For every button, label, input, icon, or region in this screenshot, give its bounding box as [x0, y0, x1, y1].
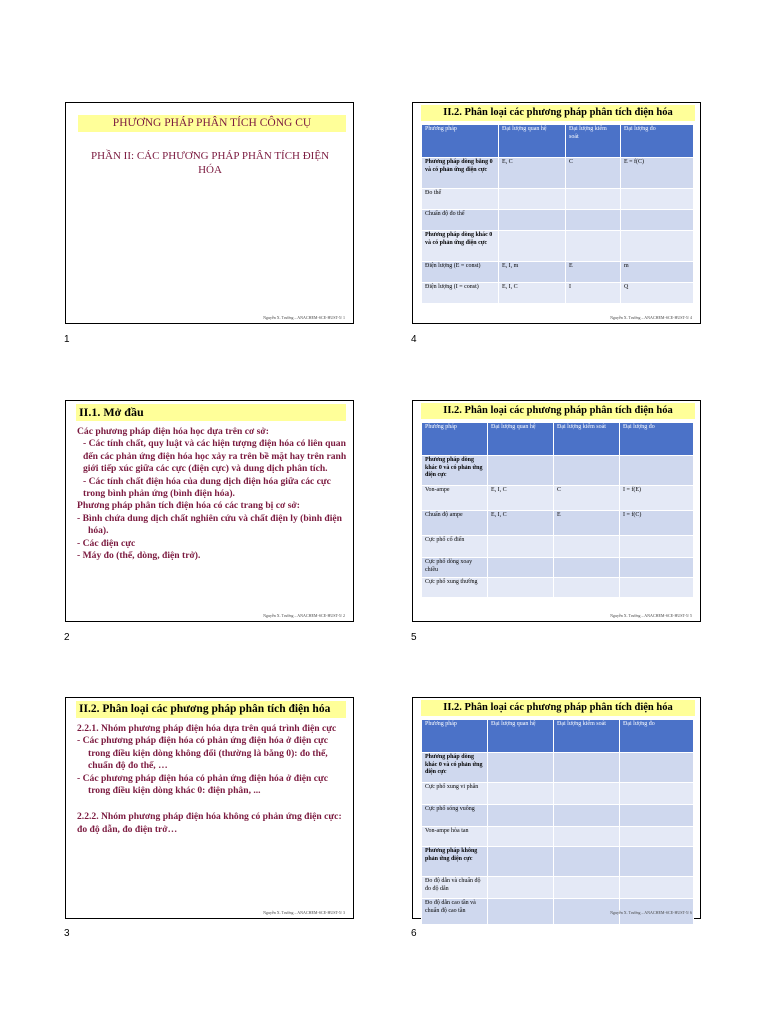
table-row	[422, 558, 694, 578]
table-cell	[620, 783, 694, 805]
table-cell: E	[566, 262, 621, 283]
slide-number: 1	[64, 334, 70, 345]
table-row	[422, 578, 694, 598]
slide-footer: Nguyễn X. Trường – ANACHEM-SCE-HUST-5/ 4	[610, 315, 692, 320]
table-cell: Điện lượng (I = const)	[422, 283, 499, 304]
table-cell: Von-ampe hòa tan	[422, 827, 488, 847]
table-row	[422, 486, 694, 511]
table-cell	[620, 558, 694, 578]
header-cell: Đại lượng kiểm soát	[566, 125, 621, 158]
slide-title: II.2. Phân loại các phương pháp phân tích điện hóa	[421, 403, 695, 419]
slide-subtitle: PHẦN II: CÁC PHƯƠNG PHÁP PHÂN TÍCH ĐIỆN HÓA	[90, 150, 330, 176]
table-cell: E, I, C	[488, 486, 554, 511]
table-cell	[621, 210, 694, 231]
header-cell: Phương pháp	[422, 720, 488, 753]
slide-number: 5	[411, 632, 417, 643]
slide-footer: Nguyễn X. Trường – ANACHEM-SCE-HUST-5/ 6	[610, 910, 692, 915]
table-cell	[488, 536, 554, 558]
table-row	[422, 158, 694, 189]
table-cell: I = f(E)	[620, 486, 694, 511]
table-row	[422, 783, 694, 805]
body-line: - Máy đo (thế, dòng, điện trở).	[77, 550, 201, 562]
body-line: Phương pháp phân tích điện hóa có các trang bị cơ sở:	[77, 500, 300, 512]
table-cell: Cực phổ sóng vuông	[422, 805, 488, 827]
table-cell: Phương pháp dòng bằng 0 và có phản ứng điện cực	[422, 158, 499, 189]
slide-footer: Nguyễn X. Trường – ANACHEM-SCE-HUST-5/ 5	[610, 613, 692, 618]
body-line: 2.2.2. Nhóm phương pháp điện hóa không có phản ứng điện cực: đo độ dẫn, đo điện trở…	[77, 811, 342, 835]
table-cell	[488, 899, 554, 925]
table-row	[422, 827, 694, 847]
table-row	[422, 262, 694, 283]
table-cell	[499, 210, 566, 231]
slide-footer: Nguyễn X. Trường – ANACHEM-SCE-HUST-5/ 1	[263, 315, 345, 320]
header-cell: Đại lượng kiểm soát	[554, 720, 620, 753]
table-cell: Cực phổ cổ điển	[422, 536, 488, 558]
table-cell	[488, 877, 554, 899]
table-cell: Điện lượng (E = const)	[422, 262, 499, 283]
table-cell	[620, 827, 694, 847]
table-cell	[621, 189, 694, 210]
table-row	[422, 847, 694, 877]
table-cell: E, I, m	[499, 262, 566, 283]
table-header-row	[422, 423, 694, 456]
table-row	[422, 456, 694, 486]
table-cell: Cực phổ xung vi phân	[422, 783, 488, 805]
table-cell	[621, 231, 694, 262]
table-cell: E	[554, 511, 620, 536]
table-cell	[620, 847, 694, 877]
body-line: - Các tính chất, quy luật và các hiện tượng điện hóa có liên quan đến các phản ứng điện hóa học xảy ra trên bề mặt hay trên ranh giới tiếp xúc giữa các cực (điện cực) và dung dịch phân tích.	[83, 438, 347, 475]
table-cell	[554, 847, 620, 877]
table-cell: E = f(C)	[621, 158, 694, 189]
table-row	[422, 536, 694, 558]
table-cell: Đo độ dẫn và chuẩn độ đo độ dẫn	[422, 877, 488, 899]
body-line: - Bình chứa dung dịch chất nghiên cứu và chất điện ly (bình điện hóa).	[77, 512, 343, 537]
table-cell	[499, 189, 566, 210]
table-cell	[488, 847, 554, 877]
table-cell	[620, 753, 694, 783]
table-cell	[566, 231, 621, 262]
slide-2	[65, 400, 354, 622]
table-cell	[566, 210, 621, 231]
table-cell	[554, 783, 620, 805]
slide-1	[65, 102, 354, 324]
table-cell	[620, 805, 694, 827]
table-cell	[554, 456, 620, 486]
table-cell: Đo độ dẫn cao tần và chuẩn độ cao tần	[422, 899, 488, 925]
header-cell: Đại lượng đo	[620, 423, 694, 456]
table-cell: Q	[621, 283, 694, 304]
header-cell: Đại lượng quan hệ	[488, 423, 554, 456]
table-cell	[566, 189, 621, 210]
header-cell: Đại lượng đo	[621, 125, 694, 158]
table-cell: I	[566, 283, 621, 304]
header-cell: Đại lượng quan hệ	[499, 125, 566, 158]
header-cell: Phương pháp	[422, 423, 488, 456]
body-line: - Các tính chất điện hóa của dung dịch điện hóa giữa các cực trong bình phản ứng (bình điện hóa).	[83, 475, 331, 500]
slide-4	[412, 102, 701, 324]
table-cell	[488, 783, 554, 805]
header-cell: Đại lượng quan hệ	[488, 720, 554, 753]
table-row	[422, 753, 694, 783]
classification-table	[421, 422, 694, 598]
classification-table	[421, 124, 694, 304]
table-cell: Von-ampe	[422, 486, 488, 511]
table-row	[422, 231, 694, 262]
table-cell	[554, 827, 620, 847]
table-cell: E, C	[499, 158, 566, 189]
table-cell: Chuẩn độ đo thế	[422, 210, 499, 231]
slide-title: II.1. Mở đầu	[76, 404, 346, 421]
slide-number: 6	[411, 928, 417, 939]
table-cell: I = f(C)	[620, 511, 694, 536]
table-header-row	[422, 125, 694, 158]
slide-title: II.2. Phân loại các phương pháp phân tích điện hóa	[421, 700, 695, 716]
slide-5	[412, 400, 701, 622]
slide-footer: Nguyễn X. Trường – ANACHEM-SCE-HUST-5/ 2	[263, 613, 345, 618]
table-row	[422, 210, 694, 231]
table-cell	[620, 578, 694, 598]
table-cell: Phương pháp dòng khác 0 và có phản ứng điện cực	[422, 753, 488, 783]
slide-title: PHƯƠNG PHÁP PHÂN TÍCH CÔNG CỤ	[78, 115, 346, 132]
slide-number: 2	[64, 632, 70, 643]
table-cell: Phương pháp dòng khác 0 và có phản ứng điện cực	[422, 231, 499, 262]
table-cell	[488, 456, 554, 486]
slide-number: 4	[411, 334, 417, 345]
table-row	[422, 877, 694, 899]
body-line: - Các phương pháp điện hóa có phản ứng điện hóa ở điện cực trong điều kiện dòng khác 0: điện phân, ...	[77, 772, 329, 797]
table-cell: Phương pháp dòng khác 0 và có phản ứng điện cực	[422, 456, 488, 486]
table-cell	[488, 805, 554, 827]
table-cell	[499, 231, 566, 262]
table-cell: Cực phổ xung thường	[422, 578, 488, 598]
table-cell: m	[621, 262, 694, 283]
table-row	[422, 283, 694, 304]
table-cell: C	[566, 158, 621, 189]
slide-title: II.2. Phân loại các phương pháp phân tích điện hóa	[421, 105, 695, 121]
table-cell: Phương pháp không phản ứng điện cực	[422, 847, 488, 877]
table-row	[422, 805, 694, 827]
table-cell	[488, 827, 554, 847]
body-line: 2.2.1. Nhóm phương pháp điện hóa dựa trên quá trình điện cực	[77, 723, 337, 734]
slide-footer: Nguyễn X. Trường – ANACHEM-SCE-HUST-5/ 3	[263, 910, 345, 915]
table-cell	[488, 558, 554, 578]
table-cell: C	[554, 486, 620, 511]
table-cell	[488, 753, 554, 783]
slide-3	[65, 697, 354, 919]
table-cell: E, I, C	[499, 283, 566, 304]
table-row	[422, 189, 694, 210]
slide-body	[77, 723, 347, 836]
table-cell	[620, 877, 694, 899]
table-header-row	[422, 720, 694, 753]
table-cell	[554, 578, 620, 598]
table-cell: Đo thế	[422, 189, 499, 210]
slide-title: II.2. Phân loại các phương pháp phân tích điện hóa	[76, 701, 346, 718]
table-cell	[554, 558, 620, 578]
slide-number: 3	[64, 928, 70, 939]
table-cell	[554, 805, 620, 827]
header-cell: Phương pháp	[422, 125, 499, 158]
table-cell	[554, 753, 620, 783]
table-cell	[620, 456, 694, 486]
slide-body	[77, 426, 347, 562]
table-cell	[554, 536, 620, 558]
body-line: Các phương pháp điện hóa học dựa trên cơ sở:	[77, 426, 269, 437]
classification-table	[421, 719, 694, 925]
table-row	[422, 511, 694, 536]
header-cell: Đại lượng đo	[620, 720, 694, 753]
table-cell: Cực phổ dòng xoay chiều	[422, 558, 488, 578]
table-cell	[620, 536, 694, 558]
body-line: - Các phương pháp điện hóa có phản ứng điện hóa ở điện cực trong điều kiện dòng không đổi (thường là bằng 0): đo thế, chuẩn độ đo thế, …	[77, 735, 329, 772]
header-cell: Đại lượng kiểm soát	[554, 423, 620, 456]
table-cell	[554, 877, 620, 899]
table-cell: E, I, C	[488, 511, 554, 536]
body-line: - Các điện cực	[77, 537, 136, 549]
table-cell	[488, 578, 554, 598]
slide-6	[412, 697, 701, 919]
table-cell: Chuẩn độ ampe	[422, 511, 488, 536]
